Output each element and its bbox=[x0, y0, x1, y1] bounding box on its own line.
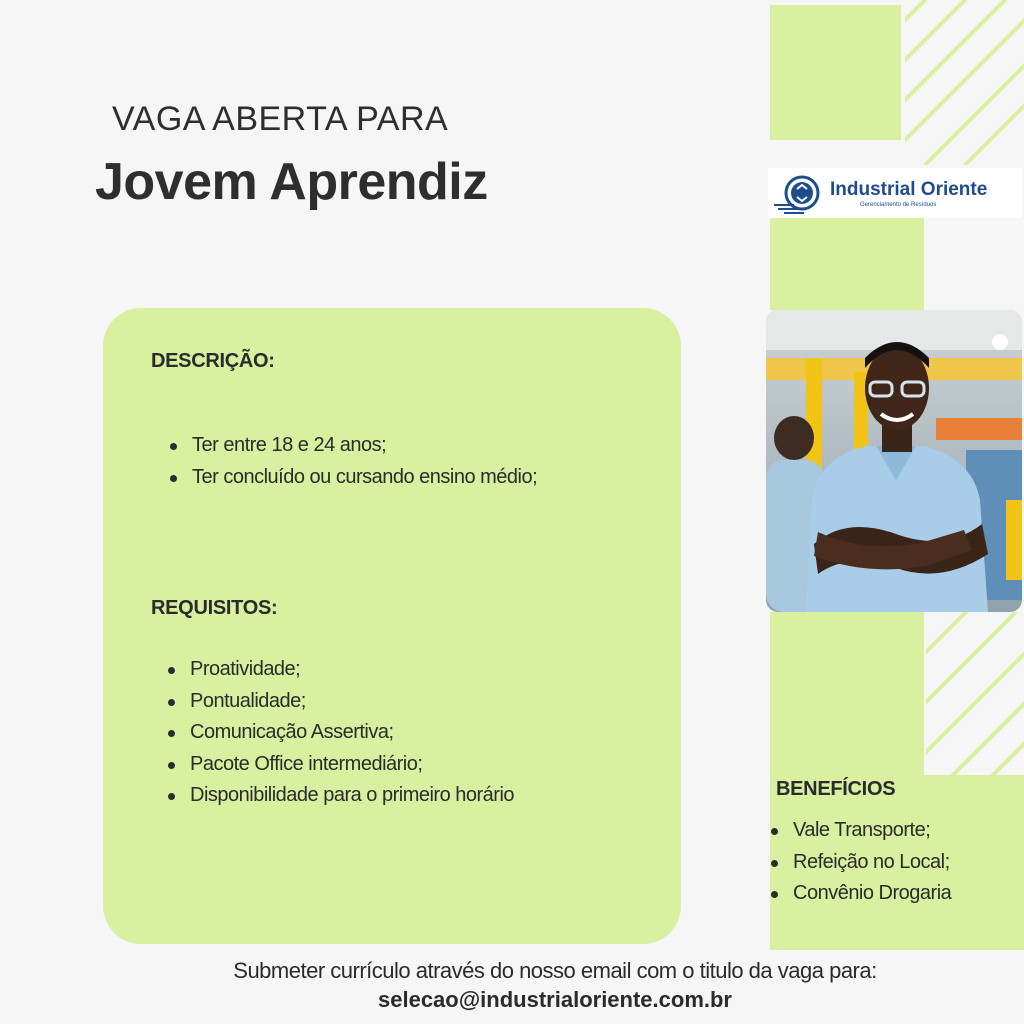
list-item: Vale Transporte; bbox=[771, 815, 951, 847]
footer bbox=[0, 958, 1024, 1013]
worker-photo bbox=[766, 310, 1022, 612]
list-item: Disponibilidade para o primeiro horário bbox=[168, 780, 514, 812]
decor-stripes-top bbox=[905, 0, 1024, 165]
list-item: Comunicação Assertiva; bbox=[168, 717, 514, 749]
benefits-list bbox=[771, 815, 951, 910]
recycle-globe-icon bbox=[768, 168, 828, 218]
logo-tagline: Gerenciamento de Resíduos bbox=[860, 201, 937, 208]
contact-email[interactable]: selecao@industrialoriente.com.br bbox=[378, 987, 732, 1012]
decor-stripes-low bbox=[926, 612, 1024, 775]
requirements-title: REQUISITOS: bbox=[151, 597, 278, 619]
description-list bbox=[170, 430, 537, 493]
job-details-card bbox=[103, 308, 681, 944]
list-item: Convênio Drogaria bbox=[771, 878, 951, 910]
footer-instruction: Submeter currículo através do nosso email com o titulo da vaga para: bbox=[233, 958, 877, 983]
decor-block-low bbox=[770, 612, 924, 777]
logo-name: Industrial Oriente bbox=[830, 178, 988, 200]
list-item: Refeição no Local; bbox=[771, 847, 951, 879]
page-eyebrow: VAGA ABERTA PARA bbox=[112, 100, 449, 138]
decor-block-mid bbox=[770, 215, 924, 310]
description-title: DESCRIÇÃO: bbox=[151, 350, 275, 372]
list-item: Ter concluído ou cursando ensino médio; bbox=[170, 462, 537, 494]
list-item: Ter entre 18 e 24 anos; bbox=[170, 430, 537, 462]
requirements-list bbox=[168, 654, 514, 812]
list-item: Proatividade; bbox=[168, 654, 514, 686]
decor-block-top bbox=[770, 5, 901, 140]
list-item: Pontualidade; bbox=[168, 686, 514, 718]
company-logo bbox=[768, 168, 1022, 218]
benefits-title: BENEFÍCIOS bbox=[776, 778, 896, 800]
list-item: Pacote Office intermediário; bbox=[168, 749, 514, 781]
page-title: Jovem Aprendiz bbox=[95, 153, 488, 211]
